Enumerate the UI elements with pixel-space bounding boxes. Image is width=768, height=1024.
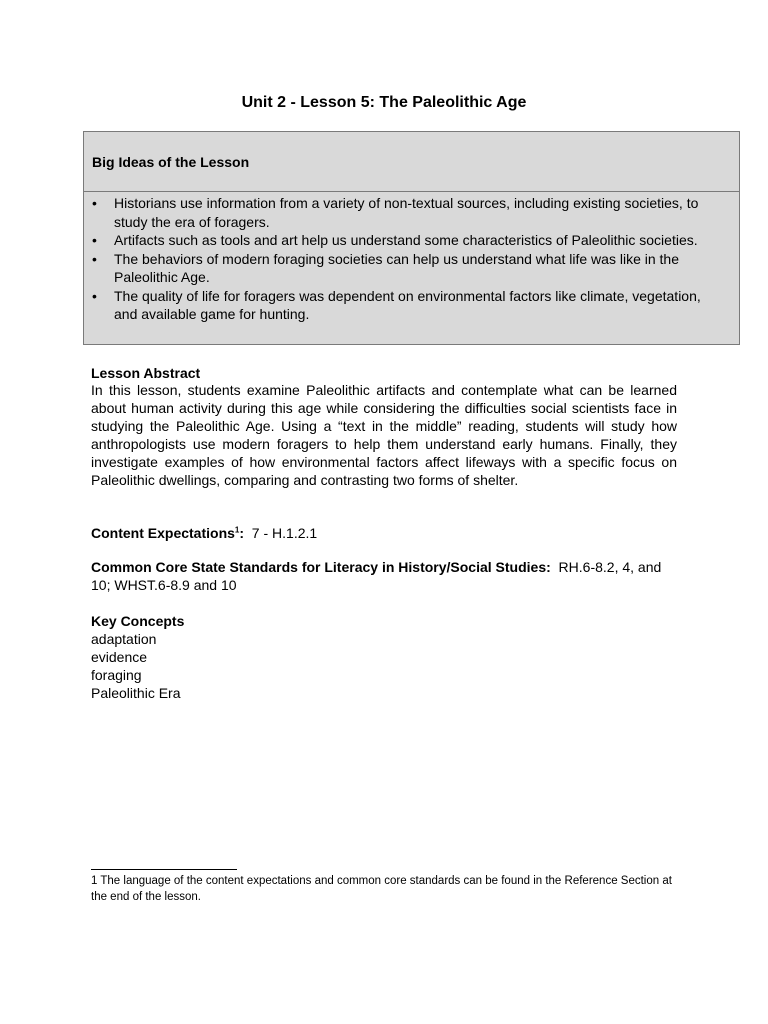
big-ideas-list (84, 192, 739, 324)
ccss-value: RH.6-8.2, 4, and 10; WHST.6-8.9 and 10 (91, 559, 666, 593)
bullet-icon: • (92, 287, 97, 304)
list-item: Paleolithic Era (91, 685, 181, 701)
list-item: adaptation (91, 631, 157, 647)
abstract-heading: Lesson Abstract (91, 365, 201, 381)
content-expectations: Content Expectations$^1$: 7 - H.1.2.1 (91, 525, 318, 541)
abstract-body: In this lesson, students examine Paleolithic artifacts and contemplate what can be learned about human activity during this age while considering the difficulties social scientists face in studying the Paleolithic Age. Using a “text in the middle” reading, students will study how anthropologists use modern foragers to help them understand early humans. Finally, they investigate examples of how environmental factors affect lifeways with a specific focus on Paleolithic dwellings, comparing and contrasting two forms of shelter. (91, 382, 677, 488)
list-item: evidence (91, 649, 148, 665)
bullet-icon: • (92, 232, 97, 248)
bullet-icon: • (92, 195, 97, 211)
bullet-icon: • (92, 250, 97, 267)
content-expectations-value: 7 - H.1.2.1 (244, 525, 318, 541)
footnote-divider (91, 869, 237, 870)
content-expectations-label: Content Expectations (91, 525, 235, 541)
list-item: • Artifacts such as tools and art help us understand some characteristics of Paleolithic societies. (92, 232, 698, 248)
list-item: • The quality of life for foragers was dependent on environmental factors like climate, vegetation, and available game for hunting. (92, 287, 701, 322)
key-concepts-heading: Key Concepts (91, 613, 185, 629)
ccss-standards (91, 558, 677, 594)
footnote: 1 The language of the content expectations and common core standards can be found in the Reference Section at the end of the lesson. (91, 875, 672, 903)
list-item: foraging (91, 667, 142, 683)
big-ideas-box (83, 131, 740, 345)
list-item: • Historians use information from a variety of non-textual sources, including existing societies, to study the era of foragers. (92, 195, 699, 230)
footnote-reference[interactable]: 1 (234, 525, 240, 535)
ccss-label: Common Core State Standards for Literacy in History/Social Studies: (91, 559, 551, 575)
big-ideas-heading: Big Ideas of the Lesson (84, 132, 739, 192)
page-title: Unit 2 - Lesson 5: The Paleolithic Age (241, 94, 527, 111)
list-item: • The behaviors of modern foraging societies can help us understand what life was like in the Paleolithic Age. (92, 250, 679, 285)
key-concepts-list (91, 630, 677, 702)
